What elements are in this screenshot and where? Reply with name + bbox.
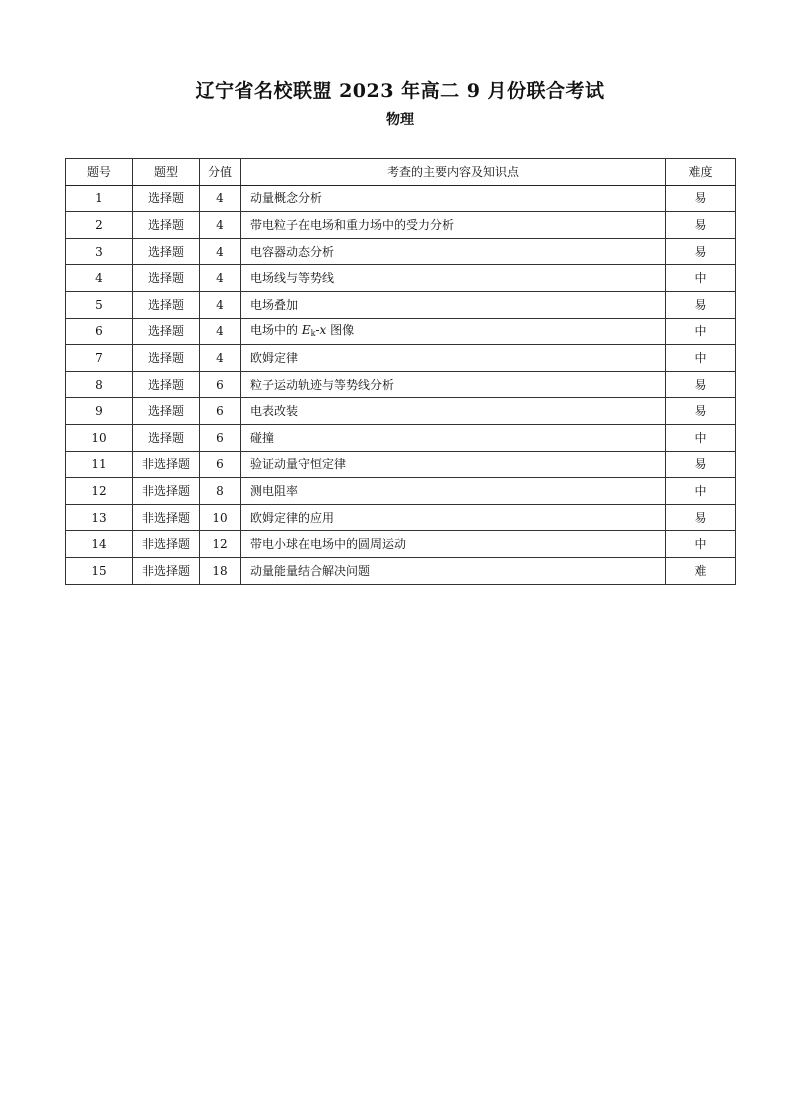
cell-type: 非选择题 <box>133 451 200 478</box>
table-row <box>66 478 736 505</box>
cell-content: 带电粒子在电场和重力场中的受力分析 <box>241 212 666 239</box>
table-header-row <box>66 159 736 186</box>
cell-content: 欧姆定律的应用 <box>241 504 666 531</box>
cell-content: 电场叠加 <box>241 291 666 318</box>
cell-number: 13 <box>66 504 133 531</box>
table-row <box>66 504 736 531</box>
cell-difficulty: 易 <box>666 371 736 398</box>
table-row <box>66 238 736 265</box>
cell-score: 4 <box>200 318 241 345</box>
table-row <box>66 398 736 425</box>
cell-content: 带电小球在电场中的圆周运动 <box>241 531 666 558</box>
cell-score: 18 <box>200 557 241 584</box>
cell-score: 4 <box>200 238 241 265</box>
cell-score: 6 <box>200 371 241 398</box>
table-row <box>66 318 736 345</box>
cell-score: 4 <box>200 345 241 372</box>
header-score: 分值 <box>200 159 241 186</box>
cell-number: 1 <box>66 185 133 212</box>
cell-score: 12 <box>200 531 241 558</box>
content-prefix: 电场中的 <box>250 323 302 338</box>
cell-difficulty: 易 <box>666 291 736 318</box>
cell-type: 选择题 <box>133 212 200 239</box>
cell-score: 6 <box>200 424 241 451</box>
cell-type: 选择题 <box>133 371 200 398</box>
cell-content: 电表改装 <box>241 398 666 425</box>
table-row <box>66 424 736 451</box>
cell-number: 10 <box>66 424 133 451</box>
cell-number: 12 <box>66 478 133 505</box>
table-row <box>66 371 736 398</box>
cell-type: 非选择题 <box>133 504 200 531</box>
document-title: 辽宁省名校联盟 2023 年高二 9 月份联合考试 <box>195 80 605 102</box>
cell-difficulty: 中 <box>666 265 736 292</box>
cell-content: 验证动量守恒定律 <box>241 451 666 478</box>
header-number: 题号 <box>66 159 133 186</box>
cell-content: 电容器动态分析 <box>241 238 666 265</box>
cell-type: 选择题 <box>133 238 200 265</box>
cell-content: 欧姆定律 <box>241 345 666 372</box>
cell-content: 碰撞 <box>241 424 666 451</box>
cell-content-formula <box>241 318 666 345</box>
table-row <box>66 451 736 478</box>
table-row <box>66 212 736 239</box>
table-row <box>66 531 736 558</box>
cell-difficulty: 中 <box>666 478 736 505</box>
content-suffix: 图像 <box>326 323 355 338</box>
cell-difficulty: 中 <box>666 424 736 451</box>
cell-score: 8 <box>200 478 241 505</box>
cell-type: 选择题 <box>133 318 200 345</box>
header-difficulty: 难度 <box>666 159 736 186</box>
table-row <box>66 345 736 372</box>
cell-content: 粒子运动轨迹与等势线分析 <box>241 371 666 398</box>
cell-number: 2 <box>66 212 133 239</box>
cell-number: 9 <box>66 398 133 425</box>
cell-score: 4 <box>200 265 241 292</box>
cell-score: 4 <box>200 185 241 212</box>
table-row <box>66 557 736 584</box>
cell-score: 6 <box>200 398 241 425</box>
cell-type: 非选择题 <box>133 557 200 584</box>
formula-dash: - <box>315 323 320 338</box>
cell-type: 选择题 <box>133 291 200 318</box>
cell-content: 动量概念分析 <box>241 185 666 212</box>
cell-type: 选择题 <box>133 424 200 451</box>
cell-difficulty: 易 <box>666 504 736 531</box>
cell-score: 6 <box>200 451 241 478</box>
cell-difficulty: 易 <box>666 185 736 212</box>
cell-number: 6 <box>66 318 133 345</box>
energy-subscript: k <box>310 329 316 339</box>
cell-number: 11 <box>66 451 133 478</box>
cell-number: 3 <box>66 238 133 265</box>
cell-type: 选择题 <box>133 345 200 372</box>
header-type: 题型 <box>133 159 200 186</box>
cell-number: 15 <box>66 557 133 584</box>
cell-type: 选择题 <box>133 185 200 212</box>
subject-title: 物理 <box>386 112 414 128</box>
table-row <box>66 291 736 318</box>
cell-difficulty: 易 <box>666 212 736 239</box>
cell-score: 10 <box>200 504 241 531</box>
cell-score: 4 <box>200 291 241 318</box>
cell-difficulty: 易 <box>666 238 736 265</box>
table-row <box>66 265 736 292</box>
table-row <box>66 185 736 212</box>
cell-type: 选择题 <box>133 265 200 292</box>
cell-type: 选择题 <box>133 398 200 425</box>
cell-content: 测电阻率 <box>241 478 666 505</box>
cell-number: 7 <box>66 345 133 372</box>
cell-number: 5 <box>66 291 133 318</box>
position-variable: x <box>319 323 327 338</box>
cell-type: 非选择题 <box>133 531 200 558</box>
cell-score: 4 <box>200 212 241 239</box>
header-content: 考查的主要内容及知识点 <box>241 159 666 186</box>
cell-difficulty: 中 <box>666 345 736 372</box>
cell-difficulty: 中 <box>666 531 736 558</box>
cell-difficulty: 中 <box>666 318 736 345</box>
energy-variable: E <box>301 323 311 338</box>
cell-content: 电场线与等势线 <box>241 265 666 292</box>
cell-difficulty: 难 <box>666 557 736 584</box>
cell-number: 8 <box>66 371 133 398</box>
cell-type: 非选择题 <box>133 478 200 505</box>
cell-content: 动量能量结合解决问题 <box>241 557 666 584</box>
cell-number: 14 <box>66 531 133 558</box>
cell-difficulty: 易 <box>666 398 736 425</box>
exam-specification-table <box>65 158 736 585</box>
cell-difficulty: 易 <box>666 451 736 478</box>
cell-number: 4 <box>66 265 133 292</box>
